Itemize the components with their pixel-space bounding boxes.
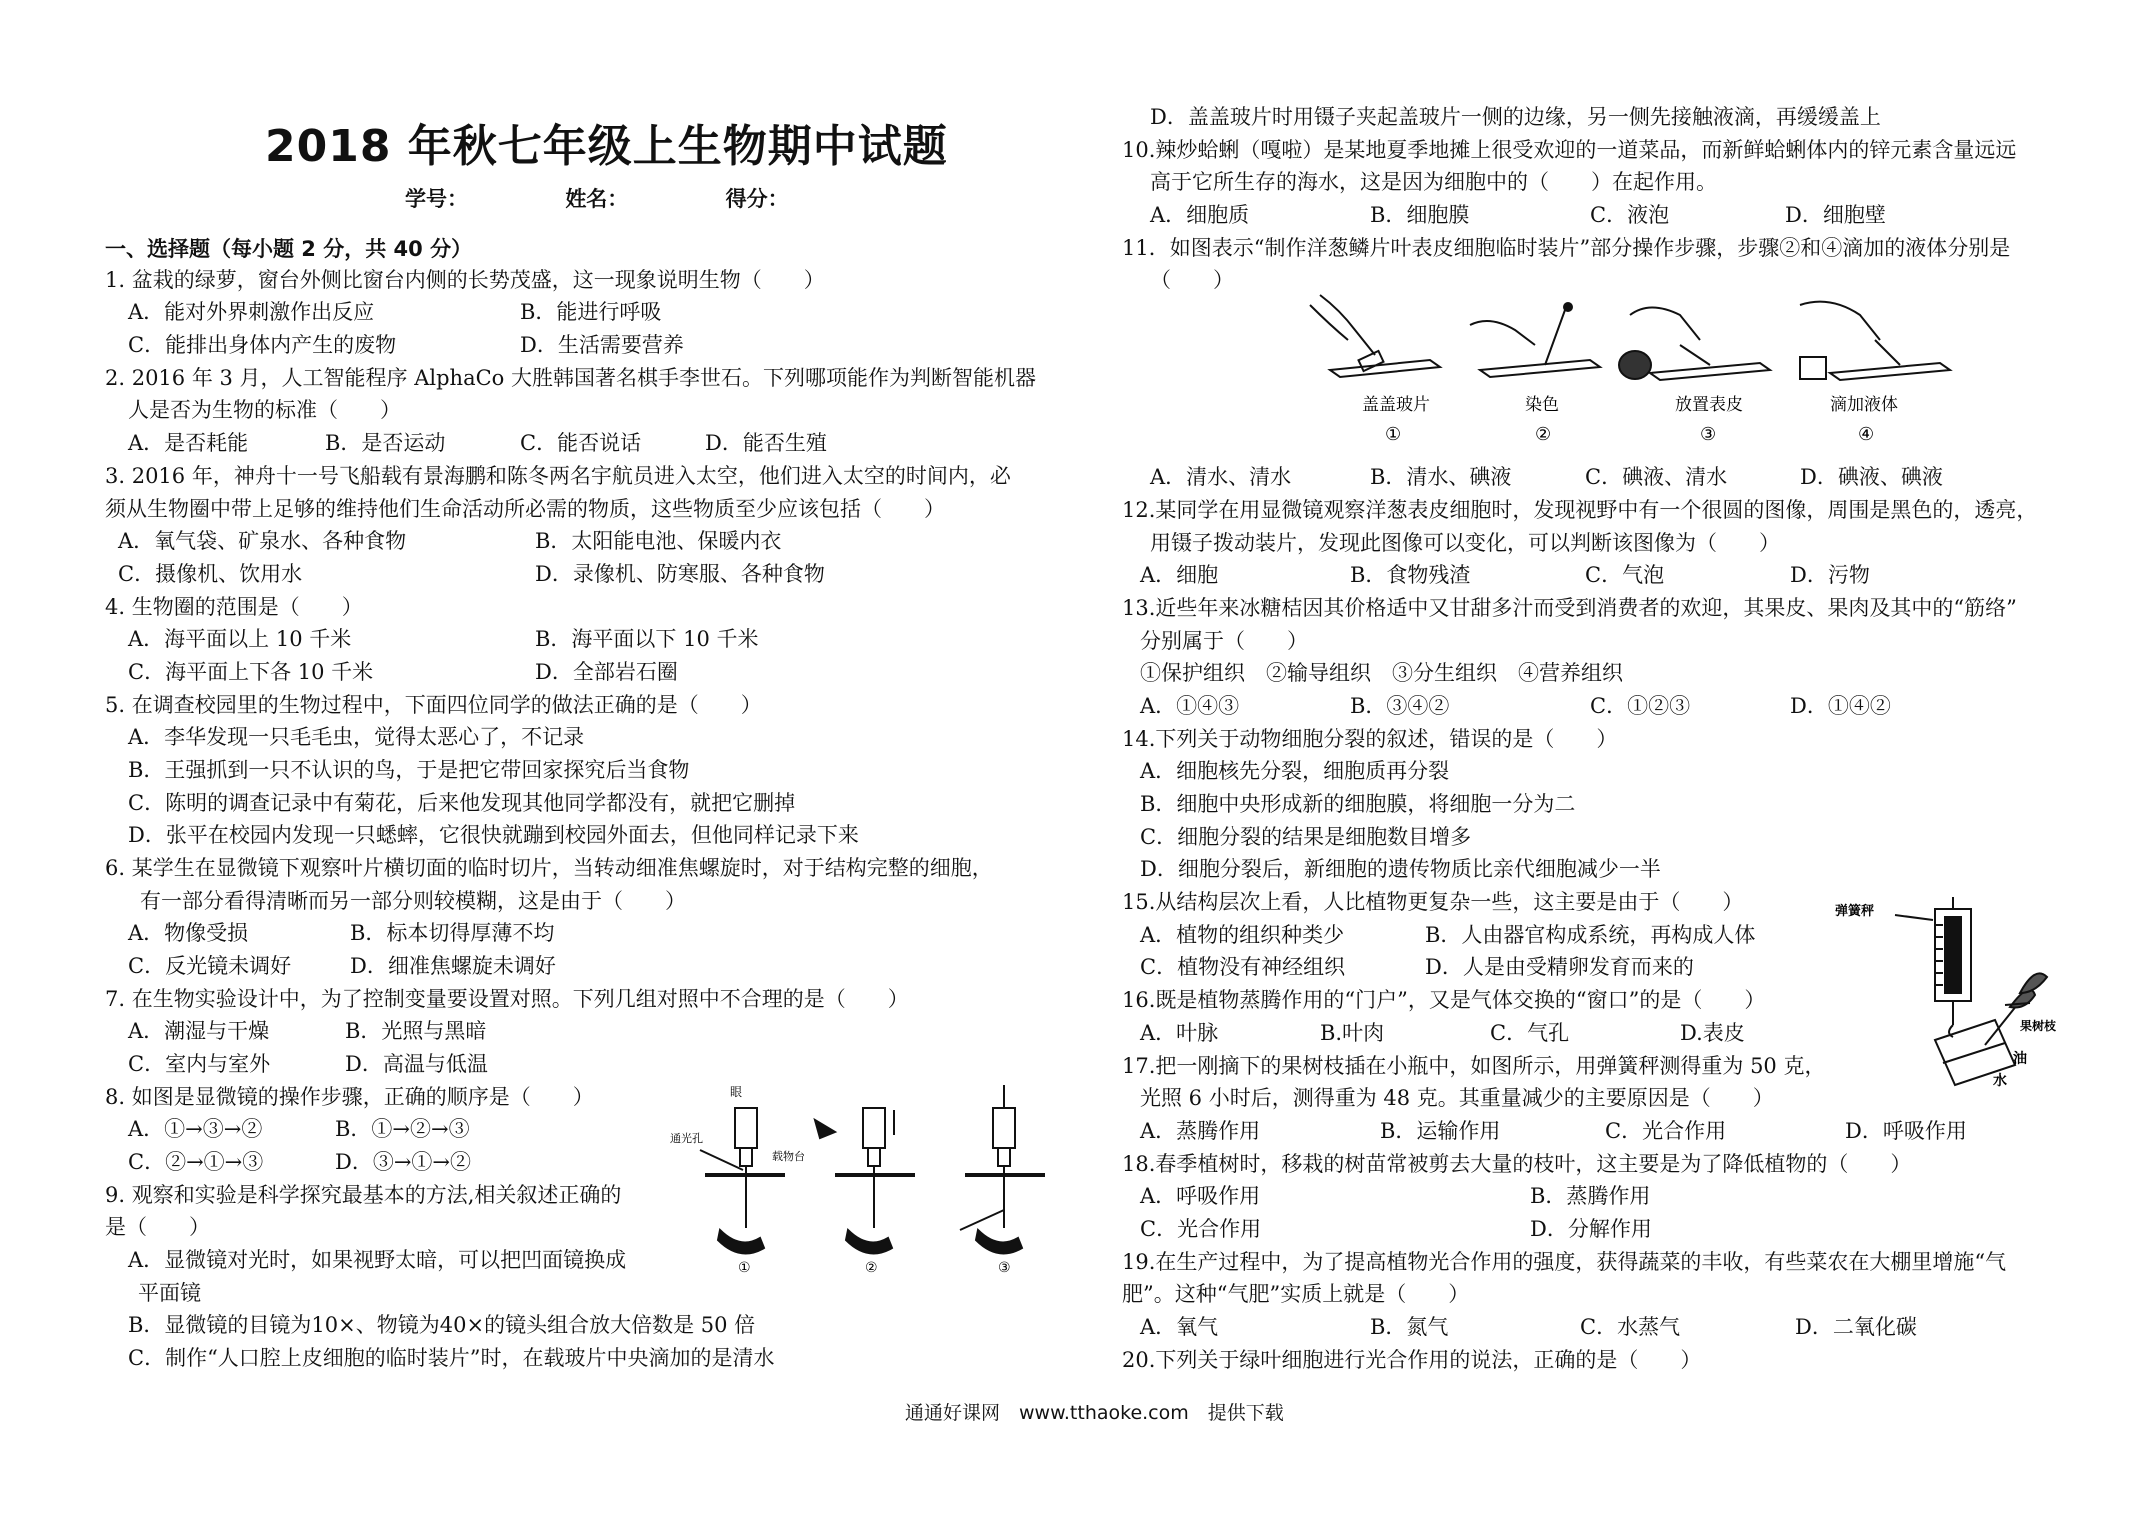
q17-option-a: A．蒸腾作用	[1140, 1119, 1261, 1143]
q3-option-d: D．录像机、防寒服、各种食物	[535, 562, 825, 586]
q6-option-d: D．细准焦螺旋未调好	[350, 954, 556, 978]
q18-option-a: A．呼吸作用	[1140, 1184, 1261, 1208]
q4-stem: 4. 生物圈的范围是（ ）	[105, 595, 363, 619]
q8-stem: 8. 如图是显微镜的操作步骤，正确的顺序是（ ）	[105, 1085, 594, 1109]
q3-option-a: A．氧气袋、矿泉水、各种食物	[118, 529, 407, 553]
q10-stem-line2: 高于它所生存的海水，这是因为细胞中的（ ）在起作用。	[1150, 170, 1717, 194]
q7-stem: 7. 在生物实验设计中，为了控制变量要设置对照。下列几组对照中不合理的是（ ）	[105, 987, 909, 1011]
q13-tissue-list: ①保护组织 ②输导组织 ③分生组织 ④营养组织	[1140, 661, 1623, 685]
q9-stem-line2: 是（ ）	[105, 1215, 210, 1239]
q1-stem: 1. 盆栽的绿萝，窗台外侧比窗台内侧的长势茂盛，这一现象说明生物（ ）	[105, 268, 825, 292]
step-number-1: ①	[738, 1260, 751, 1275]
q19-option-d: D．二氧化碳	[1795, 1315, 1917, 1339]
q7-option-d: D．高温与低温	[345, 1052, 488, 1076]
q14-option-b: B．细胞中央形成新的细胞膜，将细胞一分为二	[1140, 792, 1576, 816]
q9-stem-line1: 9. 观察和实验是科学探究最基本的方法,相关叙述正确的	[105, 1183, 622, 1207]
q11-option-d: D．碘液、碘液	[1800, 465, 1943, 489]
slide-step-1	[1310, 295, 1440, 377]
q9-option-b: B．显微镜的目镜为10×、物镜为40×的镜头组合放大倍数是 50 倍	[128, 1313, 756, 1337]
stage-label: 载物台	[772, 1150, 805, 1163]
eye-label: 眼	[730, 1085, 743, 1099]
q16-option-d: D.表皮	[1680, 1021, 1745, 1045]
q11-stem-line2: （ ）	[1150, 268, 1234, 292]
microscope-steps-figure	[660, 1080, 1090, 1275]
q3-option-b: B．太阳能电池、保暖内衣	[535, 529, 782, 553]
q12-stem-line2: 用镊子拨动装片，发现此图像可以变化，可以判断该图像为（ ）	[1150, 531, 1780, 555]
q14-stem: 14.下列关于动物细胞分裂的叙述，错误的是（ ）	[1122, 727, 1618, 751]
q16-option-a: A．叶脉	[1140, 1021, 1219, 1045]
q18-option-d: D．分解作用	[1530, 1217, 1652, 1241]
q6-option-b: B．标本切得厚薄不均	[350, 921, 555, 945]
q8-option-b: B．①→②→③	[335, 1117, 470, 1141]
q2-option-a: A．是否耗能	[128, 431, 249, 455]
q10-option-c: C．液泡	[1590, 203, 1670, 227]
q16-option-b: B.叶肉	[1320, 1021, 1385, 1045]
name-label: 姓名：	[565, 187, 629, 211]
q2-stem-line2: 人是否为生物的标准（ ）	[128, 398, 401, 422]
q5-option-a: A．李华发现一只毛毛虫，觉得太恶心了，不记录	[128, 725, 585, 749]
q9-option-d: D．盖盖玻片时用镊子夹起盖玻片一侧的边缘，另一侧先接触液滴，再缓缓盖上	[1150, 105, 1881, 129]
q5-option-b: B．王强抓到一只不认识的鸟，于是把它带回家探究后当食物	[128, 758, 690, 782]
q17-stem-line2: 光照 6 小时后，测得重为 48 克。其重量减少的主要原因是（ ）	[1140, 1086, 1774, 1110]
slide-step-1-number: ①	[1385, 424, 1402, 445]
q13-option-a: A．①④③	[1140, 694, 1240, 718]
slide-step-2-label: 染色	[1525, 395, 1559, 415]
q3-stem-line1: 3. 2016 年，神舟十一号飞船载有景海鹏和陈冬两名宇航员进入太空，他们进入太空的时间内，必	[105, 464, 1011, 488]
microscope-step-1	[700, 1108, 785, 1253]
q19-option-b: B．氮气	[1370, 1315, 1449, 1339]
q12-option-d: D．污物	[1790, 563, 1870, 587]
footer-source: 通通好课网 www.tthaoke.com 提供下载	[905, 1402, 1284, 1424]
q16-stem: 16.既是植物蒸腾作用的“门户”，又是气体交换的“窗口”的是（ ）	[1122, 988, 1766, 1012]
score-label: 得分：	[725, 187, 789, 211]
q7-option-c: C．室内与室外	[128, 1052, 271, 1076]
student-no-label: 学号：	[405, 187, 468, 211]
q13-option-c: C．①②③	[1590, 694, 1691, 718]
q1-option-c: C．能排出身体内产生的废物	[128, 333, 397, 357]
q15-option-a: A．植物的组织种类少	[1140, 923, 1345, 947]
q12-stem-line1: 12.某同学在用显微镜观察洋葱表皮细胞时，发现视野中有一个很圆的图像，周围是黑色的，透亮，	[1122, 498, 2038, 522]
microscope-step-2	[815, 1108, 915, 1253]
q18-stem: 18.春季植树时，移栽的树苗常被剪去大量的枝叶，这主要是为了降低植物的（ ）	[1122, 1152, 1912, 1176]
oil-label: 油	[2013, 1051, 2027, 1067]
q10-option-b: B．细胞膜	[1370, 203, 1470, 227]
q11-stem-line1: 11．如图表示“制作洋葱鳞片叶表皮细胞临时装片”部分操作步骤，步骤②和④滴加的液体分别是	[1122, 236, 2011, 260]
q1-option-b: B．能进行呼吸	[520, 300, 662, 324]
microscope-step-3	[960, 1085, 1045, 1253]
q4-option-c: C．海平面上下各 10 千米	[128, 660, 374, 684]
q14-option-d: D．细胞分裂后，新细胞的遗传物质比亲代细胞减少一半	[1140, 857, 1661, 881]
q5-option-c: C．陈明的调查记录中有菊花，后来他发现其他同学都没有，就把它删掉	[128, 791, 796, 815]
q13-option-d: D．①④②	[1790, 694, 1891, 718]
q1-option-a: A．能对外界刺激作出反应	[128, 300, 375, 324]
q2-stem-line1: 2. 2016 年 3 月，人工智能程序 AlphaCo 大胜韩国著名棋手李世石。下列哪项能作为判断智能机器	[105, 366, 1036, 390]
q12-option-a: A．细胞	[1140, 563, 1219, 587]
q2-option-c: C．能否说话	[520, 431, 642, 455]
slide-step-3-label: 放置表皮	[1675, 395, 1743, 415]
q19-stem-line1: 19.在生产过程中，为了提高植物光合作用的强度，获得蔬菜的丰收，有些菜农在大棚里增施“气	[1122, 1250, 2007, 1274]
q18-option-b: B．蒸腾作用	[1530, 1184, 1651, 1208]
q13-stem-line2: 分别属于（ ）	[1140, 629, 1308, 653]
step-number-2: ②	[865, 1260, 878, 1275]
q12-option-c: C．气泡	[1585, 563, 1665, 587]
section-heading: 一、选择题（每小题 2 分，共 40 分）	[105, 237, 473, 261]
q8-option-a: A．①→③→②	[128, 1117, 263, 1141]
spring-balance-figure	[1835, 895, 2065, 1090]
q20-stem: 20.下列关于绿叶细胞进行光合作用的说法，正确的是（ ）	[1122, 1348, 1702, 1372]
q4-option-b: B．海平面以下 10 千米	[535, 627, 759, 651]
slide-step-3-number: ③	[1700, 424, 1717, 445]
q13-option-b: B．③④②	[1350, 694, 1450, 718]
slide-step-2	[1470, 303, 1600, 377]
slide-step-4	[1800, 302, 1950, 380]
q16-option-c: C．气孔	[1490, 1021, 1570, 1045]
q3-option-c: C．摄像机、饮用水	[118, 562, 303, 586]
q15-option-b: B．人由器官构成系统，再构成人体	[1425, 923, 1756, 947]
q10-option-a: A．细胞质	[1150, 203, 1250, 227]
slide-step-1-label: 盖盖玻片	[1362, 395, 1430, 415]
slide-step-2-number: ②	[1535, 424, 1552, 445]
slide-step-3	[1619, 308, 1770, 381]
branch-label: 果树枝	[2020, 1019, 2057, 1033]
q4-option-a: A．海平面以上 10 千米	[128, 627, 352, 651]
spring-scale-label: 弹簧秤	[1835, 904, 1875, 919]
aperture-label: 通光孔	[670, 1132, 703, 1145]
q10-option-d: D．细胞壁	[1785, 203, 1886, 227]
slide-step-4-number: ④	[1858, 424, 1875, 445]
q7-option-b: B．光照与黑暗	[345, 1019, 487, 1043]
slide-preparation-figure	[1300, 285, 1960, 445]
q2-option-b: B．是否运动	[325, 431, 446, 455]
q9-option-a-line1: A．显微镜对光时，如果视野太暗，可以把凹面镜换成	[128, 1248, 627, 1272]
q11-option-b: B．清水、碘液	[1370, 465, 1512, 489]
q5-stem: 5. 在调查校园里的生物过程中，下面四位同学的做法正确的是（ ）	[105, 693, 762, 717]
q13-stem-line1: 13.近些年来冰糖桔因其价格适中又甘甜多汁而受到消费者的欢迎，其果皮、果肉及其中的“筋络”	[1122, 596, 2017, 620]
q2-option-d: D．能否生殖	[705, 431, 827, 455]
q6-option-a: A．物像受损	[128, 921, 249, 945]
q15-option-d: D．人是由受精卵发育而来的	[1425, 955, 1694, 979]
q8-option-d: D．③→①→②	[335, 1150, 472, 1174]
student-fields	[405, 183, 879, 213]
q6-option-c: C．反光镜未调好	[128, 954, 292, 978]
q19-stem-line2: 肥”。这种“气肥”实质上就是（ ）	[1122, 1282, 1470, 1306]
q1-option-d: D．生活需要营养	[520, 333, 684, 357]
q15-option-c: C．植物没有神经组织	[1140, 955, 1346, 979]
water-label: 水	[1993, 1073, 2007, 1089]
q17-option-c: C．光合作用	[1605, 1119, 1727, 1143]
q17-option-b: B．运输作用	[1380, 1119, 1501, 1143]
q17-stem-line1: 17.把一刚摘下的果树枝插在小瓶中，如图所示，用弹簧秤测得重为 50 克，	[1122, 1054, 1826, 1078]
q5-option-d: D．张平在校园内发现一只蟋蟀，它很快就蹦到校园外面去，但他同样记录下来	[128, 823, 859, 847]
q17-option-d: D．呼吸作用	[1845, 1119, 1967, 1143]
q14-option-c: C．细胞分裂的结果是细胞数目增多	[1140, 825, 1472, 849]
q11-option-a: A．清水、清水	[1150, 465, 1292, 489]
step-number-3: ③	[998, 1260, 1011, 1275]
q9-option-a-line2: 平面镜	[138, 1281, 201, 1305]
q8-option-c: C．②→①→③	[128, 1150, 264, 1174]
q3-stem-line2: 须从生物圈中带上足够的维持他们生命活动所必需的物质，这些物质至少应该包括（ ）	[105, 497, 945, 521]
q15-stem: 15.从结构层次上看，人比植物更复杂一些，这主要是由于（ ）	[1122, 890, 1744, 914]
q6-stem-line2: 有一部分看得清晰而另一部分则较模糊，这是由于（ ）	[140, 889, 686, 913]
q6-stem-line1: 6. 某学生在显微镜下观察叶片横切面的临时切片，当转动细准焦螺旋时，对于结构完整的细胞，	[105, 856, 993, 880]
q19-option-c: C．水蒸气	[1580, 1315, 1681, 1339]
q10-stem-line1: 10.辣炒蛤蜊（嘎啦）是某地夏季地摊上很受欢迎的一道菜品，而新鲜蛤蜊体内的锌元素含量远远	[1122, 138, 2017, 162]
q12-option-b: B．食物残渣	[1350, 563, 1471, 587]
q4-option-d: D．全部岩石圈	[535, 660, 678, 684]
q19-option-a: A．氧气	[1140, 1315, 1219, 1339]
q9-option-c: C．制作“人口腔上皮细胞的临时装片”时，在载玻片中央滴加的是清水	[128, 1346, 775, 1370]
q7-option-a: A．潮湿与干燥	[128, 1019, 270, 1043]
q18-option-c: C．光合作用	[1140, 1217, 1262, 1241]
q11-option-c: C．碘液、清水	[1585, 465, 1728, 489]
slide-step-4-label: 滴加液体	[1830, 395, 1898, 415]
q14-option-a: A．细胞核先分裂，细胞质再分裂	[1140, 759, 1450, 783]
page-title: 2018 年秋七年级上生物期中试题	[265, 121, 948, 172]
